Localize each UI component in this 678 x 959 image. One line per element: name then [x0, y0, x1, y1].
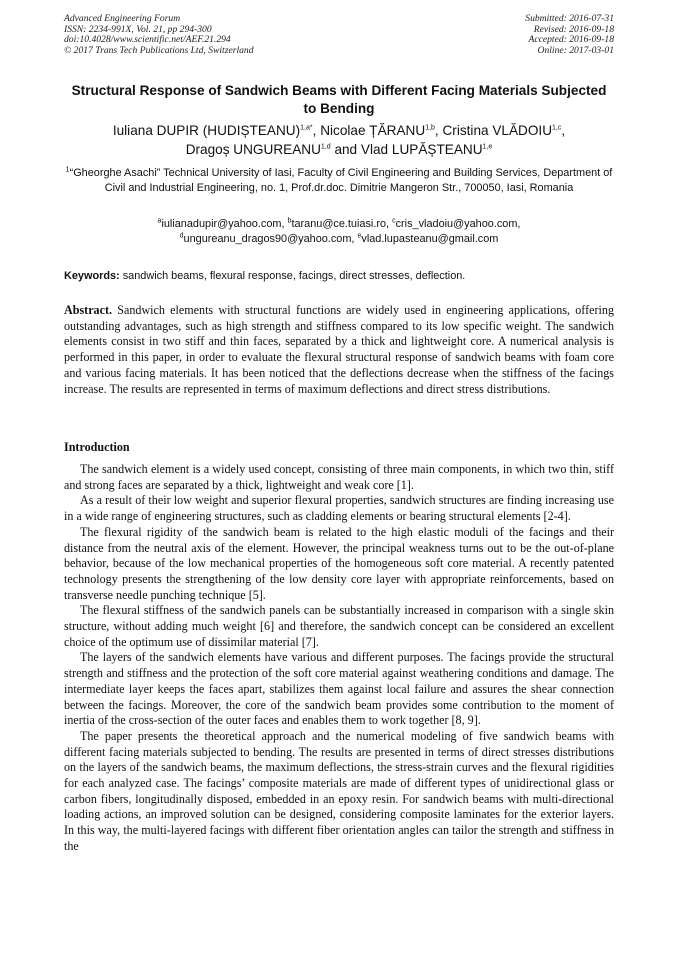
email-marker: a — [157, 217, 162, 225]
paper-title: Structural Response of Sandwich Beams with Different Facing Materials Subjected to Bending — [71, 83, 607, 116]
author-name: Dragoș UNGUREANU — [185, 142, 321, 157]
copyright-line: © 2017 Trans Tech Publications Ltd, Switzerland — [64, 44, 254, 56]
submitted-date: Submitted: 2016-07-31 — [525, 13, 614, 24]
author-name: Nicolae ȚĂRANU — [320, 123, 426, 138]
author-name: Iuliana DUPIR (HUDIȘTEANU) — [112, 123, 301, 138]
email-link[interactable]: taranu@ce.tuiasi.ro, — [291, 218, 390, 230]
keywords-label: Keywords: — [64, 270, 120, 282]
keywords — [64, 269, 624, 283]
paragraph: The flexural rigidity of the sandwich beam is related to the high elastic moduli of the facings and their distance from the neutral axis of the element. However, the principal weakness turns out to be the out-of-plane behavior, because of the low mechanical properties of the homogeneous soft core material. A recently patented technology presents the strengthening of the low density core layer with appropriate reinforcements, based on transverse needle punching technique [5]. — [64, 524, 614, 602]
introduction-body — [64, 462, 614, 855]
email-marker: d — [179, 232, 184, 240]
author-affil-marker: 1,c — [552, 124, 562, 132]
accepted-date: Accepted: 2016-09-18 — [528, 34, 614, 46]
email-link[interactable]: iulianadupir@yahoo.com, — [161, 218, 285, 230]
paragraph: The layers of the sandwich elements have various and different purposes. The facings provide the structural strength and stiffness and the protection of the soft core material against weathering conditions and damage. The intermediate layer keeps the faces apart, stabilizes them against local failure and assures the shear connection between the facings. Moreover, the core of the sandwich beam provides some contribution to the moment of inertia of the cross-section of the outer faces and enables them to work together [8, 9]. — [64, 650, 614, 728]
journal-info — [64, 14, 254, 56]
author-conjunction: and — [334, 142, 358, 157]
revised-date: Revised: 2016-09-18 — [533, 23, 614, 35]
abstract-text: Sandwich elements with structural functions are widely used in engineering applications, offering outstanding advantages, such as high strength and stiffness compared to its low specific weight. The sandwich elements consist in two stiff and thin faces, separated by a thick and lightweight core. A numerical analysis is performed in this paper, in order to evaluate the flexural structural response of sandwich beams with foam core and various facing materials. It has been noticed that the deflections decrease when the stiffness of the facings increase. The results are represented in terms of maximum deflections and direct stress distributions. — [64, 303, 614, 396]
affiliation-marker: 1 — [65, 166, 70, 174]
author-affil-marker: 1,b — [425, 124, 435, 132]
dates-info — [525, 14, 614, 56]
paragraph: The sandwich element is a widely used concept, consisting of three main components, in which two thin, stiff and strong faces are separated by a thick, lightweight and weak core [1]. — [64, 462, 614, 492]
abstract-label: Abstract. — [64, 303, 113, 317]
issn-line: ISSN: 2234-991X, Vol. 21, pp 294-300 — [64, 23, 212, 35]
paragraph: As a result of their low weight and superior flexural properties, sandwich structures are finding increasing use in a wide range of engineering structures, such as cladding elements or bearing structural elements [2-4]. — [64, 493, 614, 524]
author-affil-marker: 1,d — [320, 143, 331, 151]
author-affil-marker: 1,e — [482, 143, 493, 151]
email-link[interactable]: ungureanu_dragos90@yahoo.com, — [183, 232, 355, 245]
introduction-heading: Introduction — [64, 440, 130, 454]
affiliation-text: “Gheorghe Asachi” Technical University of Iasi, Faculty of Civil Engineering and Building Services, Department of Civil and Industrial Engineering, no. 1, Prof.dr.doc. Dimitrie Mangeron Str., 700050, Iasi, Romania — [69, 167, 613, 194]
email-link[interactable]: vlad.lupasteanu@gmail.com — [361, 232, 499, 245]
paragraph: The paper presents the theoretical approach and the numerical modeling of five sandwich beams with different facing materials subjected to bending. The results are presented in terms of direct stresses distributions on the layers of the sandwich beams, the maximum deflections, the stress-strain curves and the flexural rigidities for each analyzed case. The facings’ composite materials are made of different types of unidirectional glass or carbon fibers, longitudinally disposed, embedded in an epoxy resin. For sandwich beams with multi-directional loading actions, an improved solution can be designed, considering composite laminates for the exterior layers. In this way, the multi-layered facings with different fiber orientation angles can tailor the strength and stiffness in the — [64, 728, 614, 853]
journal-name: Advanced Engineering Forum — [64, 13, 181, 24]
author-affil-marker: 1,a* — [300, 124, 313, 132]
affiliation — [60, 166, 618, 196]
abstract — [64, 303, 614, 397]
author-name: Vlad LUPĂȘTEANU — [360, 142, 483, 157]
keywords-text: sandwich beams, flexural response, facings, direct stresses, deflection. — [122, 270, 466, 282]
email-marker: c — [392, 217, 396, 225]
author-name: Cristina VLĂDOIU — [442, 123, 553, 138]
doi-line: doi:10.4028/www.scientific.net/AEF.21.294 — [64, 34, 231, 46]
email-list — [60, 217, 618, 247]
email-marker: e — [357, 232, 362, 240]
email-link[interactable]: cris_vladoiu@yahoo.com, — [395, 218, 521, 230]
paragraph: The flexural stiffness of the sandwich panels can be substantially increased in comparison with a single skin structure, without adding much weight [6] and therefore, the sandwich concept can be considered an excellent choice of the optimum use of dissimilar material [7]. — [64, 603, 614, 649]
author-list: Iuliana DUPIR (HUDIȘTEANU)$^{1,a*}$, Nicolae ȚĂRANU$^{1,b}$, Cristina VLĂDOIU$^{1,c}$, Dragoș UNGUREANU$^{1,d}$ and Vlad LUPĂȘTEANU$^{1,e}$ — [112, 123, 566, 157]
online-date: Online: 2017-03-01 — [537, 44, 614, 56]
email-marker: b — [287, 217, 292, 225]
